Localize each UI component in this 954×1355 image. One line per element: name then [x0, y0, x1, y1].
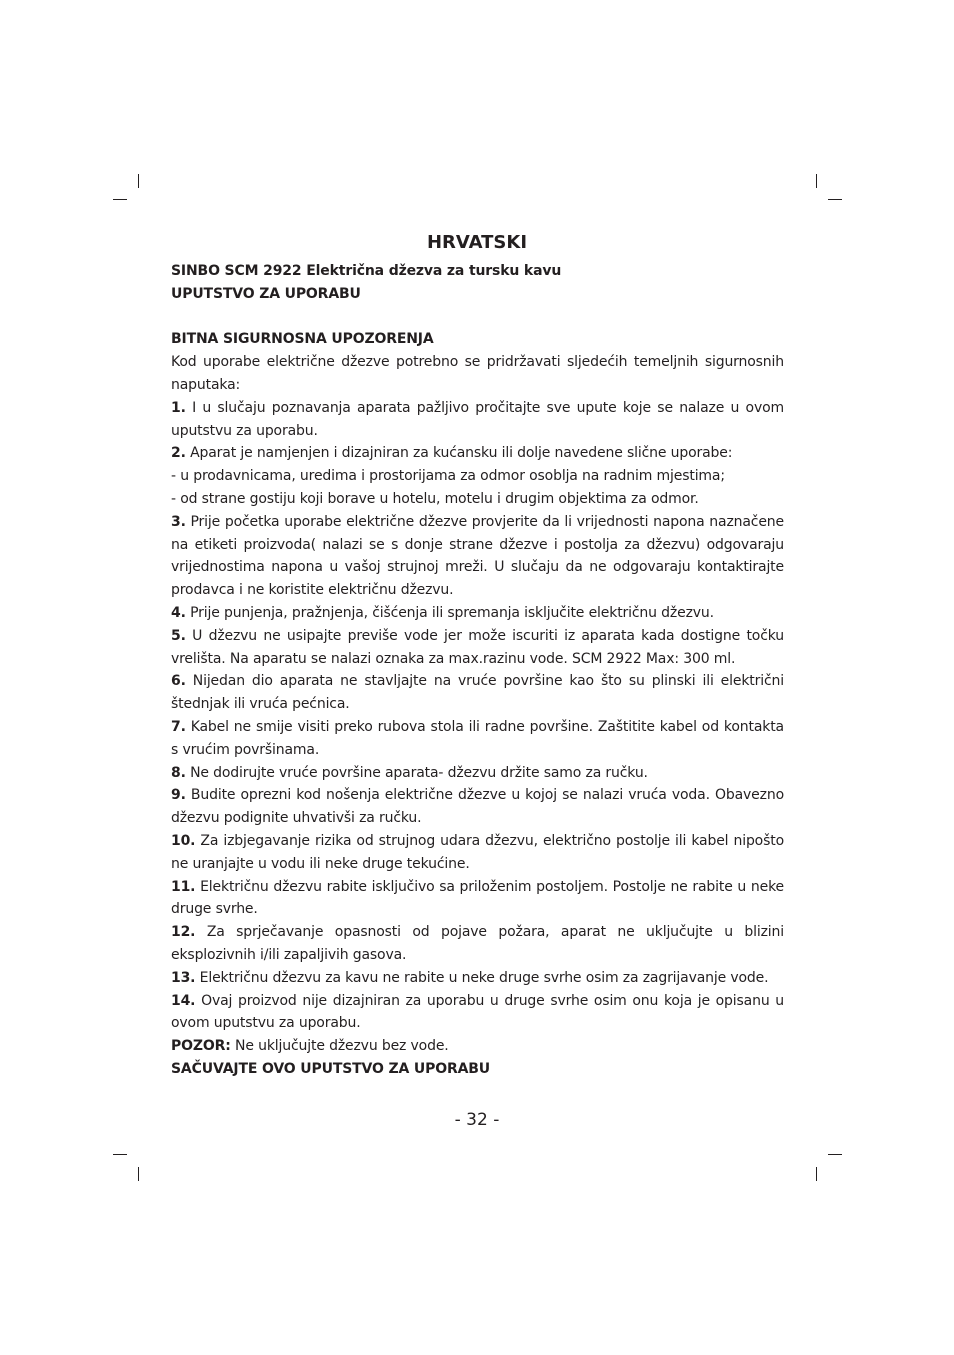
warning-label: POZOR: — [171, 1038, 231, 1055]
item-text: Prije početka uporabe električne džezve provjerite da li vrijednosti napona naznačene na etiketi proizvoda( nalazi se s donje strane džezve i postolja za džezvu) odgovaraju vrijednostima napona u vašoj strujnoj mreži. U slučaju da ne odgovaraju kontaktirajte prodavca i ne koristite električnu džezvu. — [171, 513, 784, 599]
manual-content — [171, 260, 784, 1081]
item-number: 14. — [171, 992, 196, 1009]
item-text: Električnu džezvu rabite isključivo sa priloženim postoljem. Postolje ne rabite u neke druge svrhe. — [171, 878, 784, 918]
safety-heading: BITNA SIGURNOSNA UPOZORENJA — [171, 331, 434, 348]
item-number: 3. — [171, 513, 186, 530]
item-text: Aparat je namjenjen i dizajniran za kućansku ili dolje navedene slične uporabe: — [185, 445, 733, 462]
warning-text: Ne uključujte džezvu bez vode. — [230, 1038, 449, 1055]
closing-heading: SAČUVAJTE OVO UPUTSTVO ZA UPORABU — [171, 1060, 491, 1077]
item-text: - u prodavnicama, uredima i prostorijama za odmor osoblja na radnim mjestima; — [171, 468, 725, 485]
safety-item — [171, 397, 784, 443]
item-number: 4. — [171, 604, 186, 621]
item-text: Za sprječavanje opasnosti od pojave požara, aparat ne uključujte u blizini eksplozivnih i/ili zapaljivih gasova. — [171, 924, 784, 963]
safety-item — [171, 488, 784, 511]
safety-item — [171, 990, 784, 1036]
safety-item — [171, 830, 784, 876]
item-number: 1. — [171, 399, 186, 416]
item-number: 11. — [171, 878, 196, 895]
item-number: 9. — [171, 787, 186, 804]
safety-item — [171, 465, 784, 488]
safety-item — [171, 511, 784, 602]
item-text: Prije punjenja, pražnjenja, čišćenja ili spremanja isključite električnu džezvu. — [185, 604, 714, 621]
safety-item — [171, 876, 784, 922]
item-text: Ovaj proizvod nije dizajniran za uporabu u druge svrhe osim onu koja je opisanu u ovom uputstvu za uporabu. — [171, 992, 784, 1032]
page-number: - 32 - — [454, 1110, 500, 1130]
product-title: SINBO SCM 2922 Električna džezva za tursku kavu — [171, 263, 562, 279]
crop-mark-bottom-right-vertical — [816, 1167, 817, 1181]
safety-item — [171, 967, 784, 990]
warning-paragraph — [171, 1035, 784, 1058]
page-title: HRVATSKI — [426, 232, 528, 253]
item-number: 2. — [171, 445, 186, 462]
item-text: Ne dodirujte vruće površine aparata- džezvu držite samo za ručku. — [185, 764, 648, 781]
item-text: Budite oprezni kod nošenja električne džezve u kojoj se nalazi vruća voda. Obavezno džezvu podignite uhvativši za ručku. — [171, 787, 784, 827]
safety-item — [171, 670, 784, 716]
crop-mark-bottom-left-vertical — [138, 1167, 139, 1181]
item-number: 5. — [171, 627, 186, 644]
crop-mark-top-right-horizontal — [828, 199, 842, 200]
item-number: 10. — [171, 832, 196, 849]
crop-mark-top-left-horizontal — [113, 199, 127, 200]
safety-item — [171, 762, 784, 785]
safety-item — [171, 921, 784, 967]
safety-item — [171, 716, 784, 762]
safety-item — [171, 442, 784, 465]
section-spacer — [171, 306, 784, 329]
item-text: Nijedan dio aparata ne stavljajte na vruće površine kao što su plinski ili električni štednjak ili vruća pećnica. — [171, 673, 784, 713]
item-number: 13. — [171, 969, 196, 986]
intro-paragraph: Kod uporabe električne džezve potrebno se pridržavati sljedećih temeljnih sigurnosnih naputaka: — [171, 354, 784, 393]
manual-heading: UPUTSTVO ZA UPORABU — [171, 285, 361, 302]
item-text: Električnu džezvu za kavu ne rabite u neke druge svrhe osim za zagrijavanje vode. — [195, 969, 769, 986]
item-number: 12. — [171, 924, 196, 941]
crop-mark-bottom-right-horizontal — [828, 1154, 842, 1155]
item-text: Kabel ne smije visiti preko rubova stola ili radne površine. Zaštitite kabel od kontakta s vrućim površinama. — [171, 718, 784, 758]
crop-mark-top-left-vertical — [138, 174, 139, 188]
safety-item — [171, 625, 784, 671]
safety-list — [171, 397, 784, 1035]
item-number: 6. — [171, 673, 186, 690]
item-text: I u slučaju poznavanja aparata pažljivo pročitajte sve upute koje se nalaze u ovom uputstvu za uporabu. — [171, 399, 784, 439]
crop-mark-top-right-vertical — [816, 174, 817, 188]
item-number: 8. — [171, 764, 186, 781]
item-text: - od strane gostiju koji borave u hotelu, motelu i drugim objektima za odmor. — [171, 490, 699, 507]
item-text: U džezvu ne usipajte previše vode jer može iscuriti iz aparata kada dostigne točku vrelišta. Na aparatu se nalazi oznaka za max.razinu vode. SCM 2922 Max: 300 ml. — [171, 627, 784, 667]
safety-item — [171, 602, 784, 625]
crop-mark-bottom-left-horizontal — [113, 1154, 127, 1155]
item-number: 7. — [171, 718, 186, 735]
safety-item — [171, 784, 784, 830]
item-text: Za izbjegavanje rizika od strujnog udara džezvu, električno postolje ili kabel nipošto ne uranjajte u vodu ili neke druge tekućine. — [171, 832, 784, 872]
